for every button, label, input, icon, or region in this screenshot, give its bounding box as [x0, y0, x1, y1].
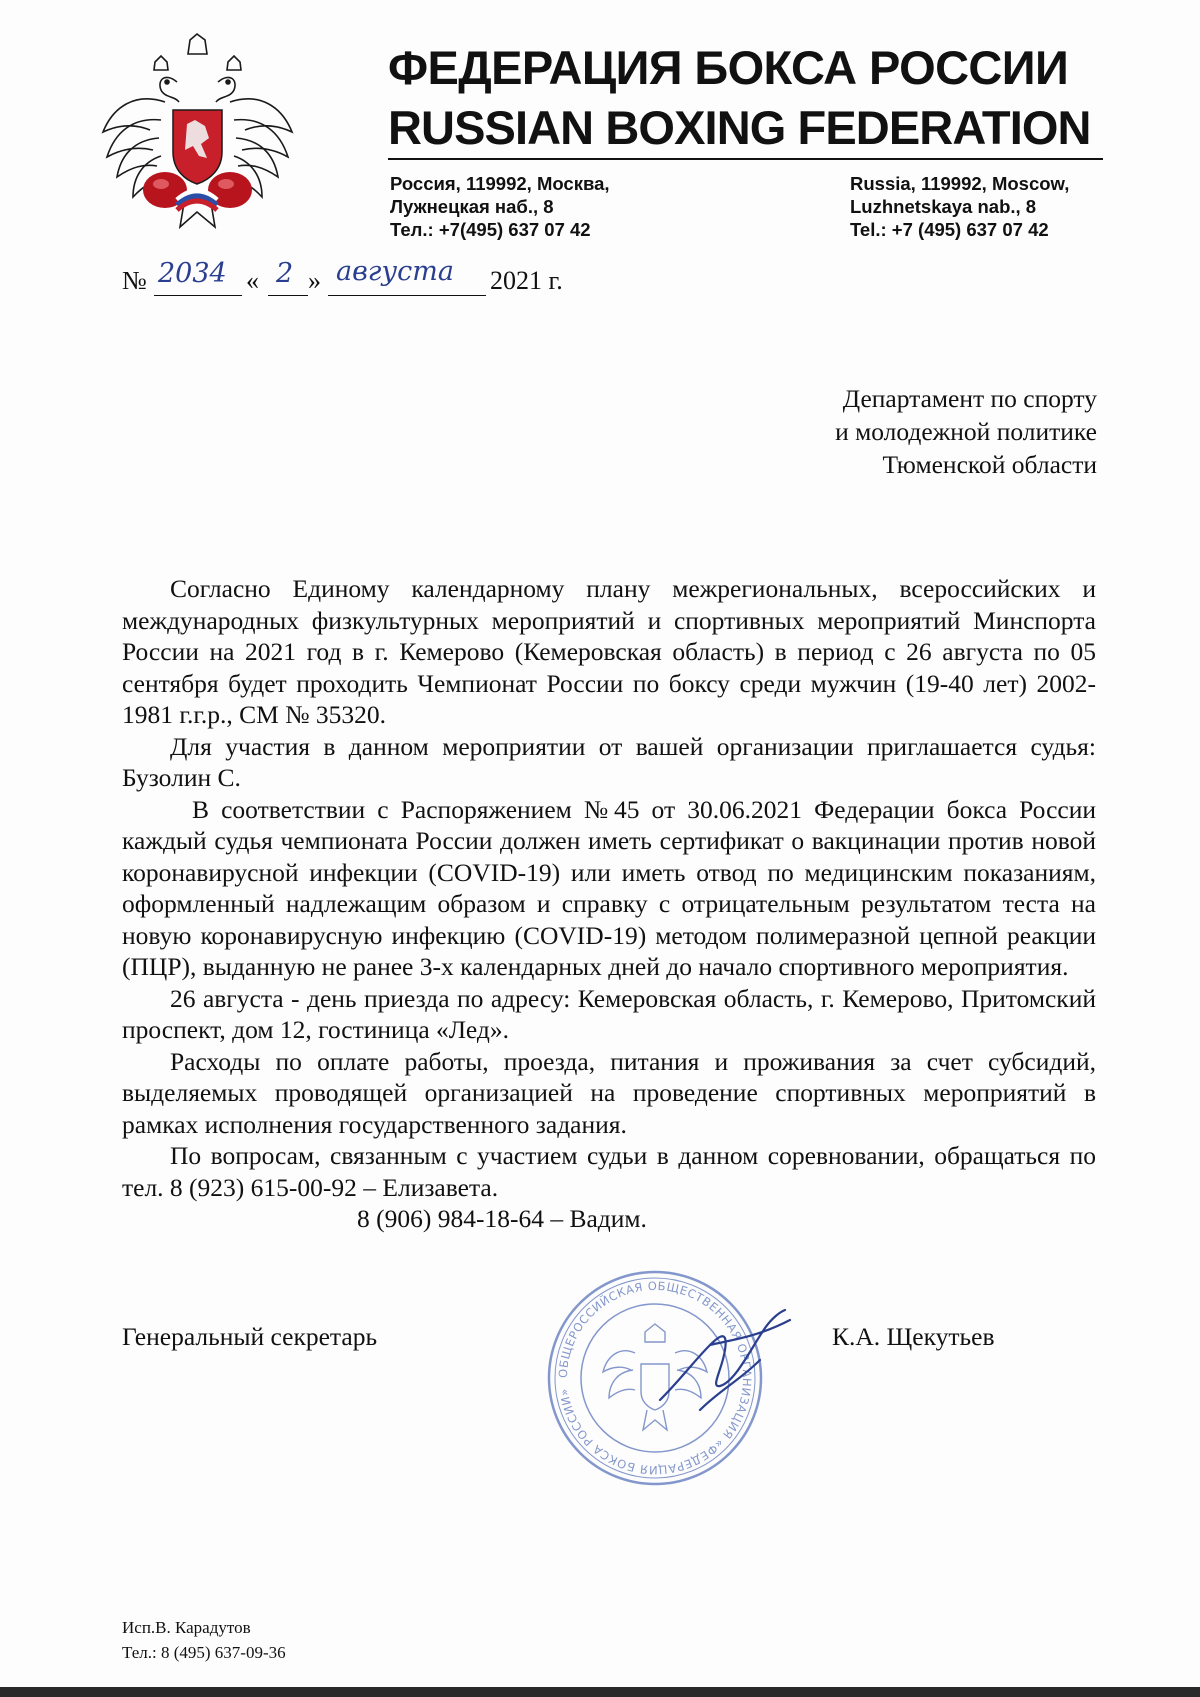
paragraph-announcement: Согласно Единому календарному плану межрегиональных, всероссийских и международных физкультурных мероприятий и спортивных мероприятий Минспорта России на 2021 год в г. Кемерово (Кемеровская область) в период с 26 августа по 05 сентября будет проходить Чемпионат России по боксу среди мужчин (19-40 лет) 2002-1981 г.г.р., СМ № 35320.: [122, 574, 1096, 729]
executor-footer: [122, 1615, 286, 1665]
address-ru: [390, 172, 610, 241]
header-divider: [388, 158, 1103, 160]
recipient-line: и молодежной политике: [835, 417, 1097, 446]
paragraph-covid-requirements: В соответствии с Распоряжением №45 от 30.06.2021 Федерации бокса России каждый судья чемпионата России должен иметь сертификат о вакцинации против новой коронавирусной инфекции (COVID-19) или иметь отвод по медицинским показаниям, оформленный надлежащим образом и справку с отрицательным результатом теста на новую коронавирусную инфекцию (COVID-19) методом полимеразной цепной реакции (ПЦР), выданную не ранее 3-х календарных дней до начало спортивного мероприятия.: [122, 794, 1096, 981]
day-underline: [268, 295, 308, 296]
number-underline: [154, 295, 242, 296]
quote-open: «: [246, 266, 259, 295]
recipient-block: [835, 382, 1097, 481]
stamp-text: ОБЩЕРОССИЙСКАЯ ОБЩЕСТВЕННАЯ ОРГАНИЗАЦИЯ «ФЕДЕРАЦИЯ БОКСА РОССИИ»: [555, 1278, 755, 1478]
registration-line: [122, 256, 602, 302]
registration-number: 2034: [158, 258, 227, 289]
executor-name: Исп.В. Карадутов: [122, 1618, 251, 1637]
handwritten-signature-icon: [640, 1290, 800, 1420]
executor-phone: Тел.: 8 (495) 637-09-36: [122, 1643, 286, 1662]
signatory-name: К.А. Щекутьев: [832, 1322, 995, 1351]
registration-day: 2: [276, 258, 294, 289]
recipient-line: Тюменской области: [882, 450, 1097, 479]
address-en-line: Russia, 119992, Moscow,: [850, 173, 1070, 194]
paragraph-invitation: Для участия в данном мероприятии от вашей организации приглашается судья: Бузолин С.: [122, 731, 1096, 792]
org-name-en: RUSSIAN BOXING FEDERATION: [388, 101, 1091, 154]
recipient-line: Департамент по спорту: [842, 384, 1097, 413]
org-name-ru: ФЕДЕРАЦИЯ БОКСА РОССИИ: [388, 41, 1069, 94]
scan-bottom-edge: [0, 1687, 1200, 1697]
month-underline: [328, 295, 486, 296]
address-en-line: Tel.: +7 (495) 637 07 42: [850, 219, 1049, 240]
signatory-title: Генеральный секретарь: [122, 1322, 378, 1351]
address-en: [850, 172, 1069, 241]
quote-close: »: [308, 266, 321, 295]
registration-year: 2021 г.: [490, 266, 563, 295]
paragraph-contacts: По вопросам, связанным с участием судьи в данном соревновании, обращаться по тел. 8 (923) 615-00-92 – Елизавета.: [122, 1141, 1096, 1202]
registration-month: августа: [336, 256, 454, 287]
paragraph-arrival: 26 августа - день приезда по адресу: Кемеровская область, г. Кемерово, Притомский проспект, дом 12, гостиница «Лед».: [122, 983, 1096, 1044]
address-ru-line: Россия, 119992, Москва,: [390, 173, 610, 194]
number-sign: №: [122, 266, 147, 295]
address-ru-line: Тел.: +7(495) 637 07 42: [390, 219, 591, 240]
letter-body: [122, 573, 1096, 1235]
address-en-line: Luzhnetskaya nab., 8: [850, 196, 1037, 217]
paragraph-contact-phone-2: 8 (906) 984-18-64 – Вадим.: [357, 1204, 647, 1233]
eagle-emblem-icon: [95, 32, 300, 237]
address-ru-line: Лужнецкая наб., 8: [390, 196, 554, 217]
paragraph-expenses: Расходы по оплате работы, проезда, питания и проживания за счет субсидий, выделяемых проводящей организацией на проведение спортивных мероприятий в рамках исполнения государственного задания.: [122, 1046, 1096, 1139]
